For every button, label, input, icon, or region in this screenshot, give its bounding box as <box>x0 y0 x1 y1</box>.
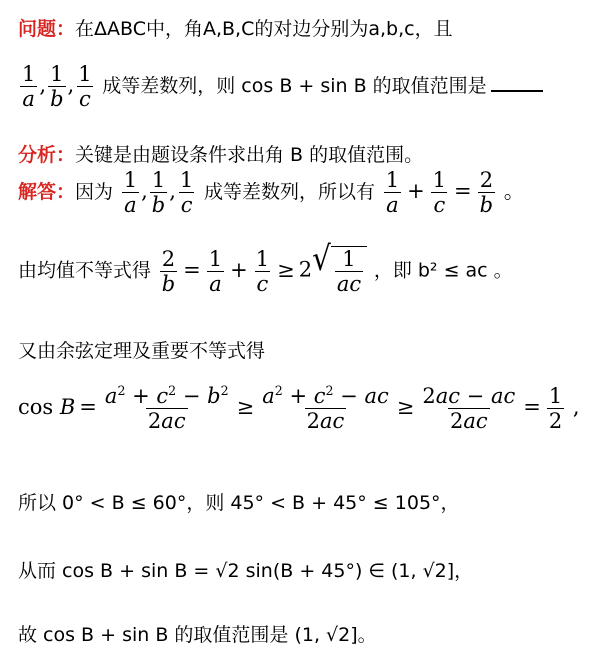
cosine-law-line <box>18 336 588 363</box>
fraction-1-over-c: $\frac{1}{c}$ <box>255 246 270 296</box>
range-derivation-text: 从而 cos B + sin B = √2 sin(B + 45°) ∈ (1, √2]， <box>18 560 474 582</box>
fraction-substituted: $\frac{a^2 + c^2 - ac}{2ac}$ <box>262 383 389 434</box>
fraction-1-over-c: $\frac{1}{c}$ <box>179 168 194 218</box>
fraction-1-over-c: $\frac{1}{c}$ <box>432 168 447 218</box>
angle-range-text: 所以 0° < B ≤ 60°，则 45° < B + 45° ≤ 105°， <box>18 492 460 514</box>
problem-intro: 在ΔABC中，角A,B,C的对边分别为a,b,c，且 <box>75 18 453 40</box>
range-derivation-line <box>18 556 588 583</box>
solution-label: 解答： <box>18 181 76 204</box>
mean-inequality-prefix: 由均值不等式得 <box>18 259 152 282</box>
conclusion-text: 故 cos B + sin B 的取值范围是 (1, √2]。 <box>18 624 377 646</box>
problem-label: 问题： <box>18 18 76 40</box>
answer-blank <box>491 90 543 92</box>
fraction-2-over-b: $\frac{2}{b}$ <box>161 246 176 296</box>
fraction-1-over-b: $\frac{1}{b}$ <box>50 62 64 112</box>
analysis-line <box>18 140 588 167</box>
fraction-2ac-minus-ac: $\frac{2ac - ac}{2ac}$ <box>422 384 516 434</box>
conclusion-line <box>18 620 588 647</box>
arith-text: 成等差数列，所以有 <box>203 181 375 204</box>
cos-b-inequality-line: cos B = $\frac{a^2 + c^2 - b^2}{2ac}$ ≥ $\frac{a^2 + c^2 - ac}{2ac}$ ≥ $\frac{2ac - ac}{2ac}$ = $\frac{1}{2}$ , <box>18 383 580 434</box>
fraction-1-over-a: $\frac{1}{a}$ <box>208 246 223 296</box>
sqrt-1-over-ac: √ $\frac{1}{ac}$ <box>312 246 367 296</box>
fraction-1-over-c: $\frac{1}{c}$ <box>78 62 92 112</box>
fraction-1-over-a: $\frac{1}{a}$ <box>22 62 36 112</box>
fraction-1-over-b: $\frac{1}{b}$ <box>151 168 166 218</box>
mean-inequality-suffix: ，即 b² ≤ ac 。 <box>373 259 513 282</box>
analysis-label: 分析： <box>18 144 76 166</box>
problem-line <box>18 14 588 41</box>
problem-condition-line: $\frac{1}{a}$ , $\frac{1}{b}$ , $\frac{1}{c}$ 成等差数列，则 cos B + sin B 的取值范围是 <box>18 62 588 111</box>
cosine-law-text: 又由余弦定理及重要不等式得 <box>18 340 266 362</box>
fraction-cosine-law: $\frac{a^2 + c^2 - b^2}{2ac}$ <box>104 383 229 434</box>
because-text: 因为 <box>75 181 114 204</box>
mean-inequality-line: 由均值不等式得 $\frac{2}{b}$ = $\frac{1}{a}$ + $\frac{1}{c}$ ≥ 2 √ $\frac{1}{ac}$ ，即 b² ≤ ac 。 <box>18 238 513 297</box>
fraction-2-over-b: $\frac{2}{b}$ <box>479 168 494 218</box>
problem-condition-text: 成等差数列，则 cos B + sin B 的取值范围是 <box>102 75 487 98</box>
solution-first-line: 解答：因为 $\frac{1}{a}$ , $\frac{1}{b}$ , $\frac{1}{c}$ 成等差数列，所以有 $\frac{1}{a}$ + $\frac{1}{c}$ = $\frac{2}{b}$ 。 <box>18 168 525 218</box>
angle-range-line <box>18 488 588 515</box>
analysis-text: 关键是由题设条件求出角 B 的取值范围。 <box>75 144 424 166</box>
fraction-1-over-a: $\frac{1}{a}$ <box>385 168 400 218</box>
fraction-one-half: $\frac{1}{2}$ <box>548 384 563 434</box>
fraction-1-over-a: $\frac{1}{a}$ <box>123 168 138 218</box>
